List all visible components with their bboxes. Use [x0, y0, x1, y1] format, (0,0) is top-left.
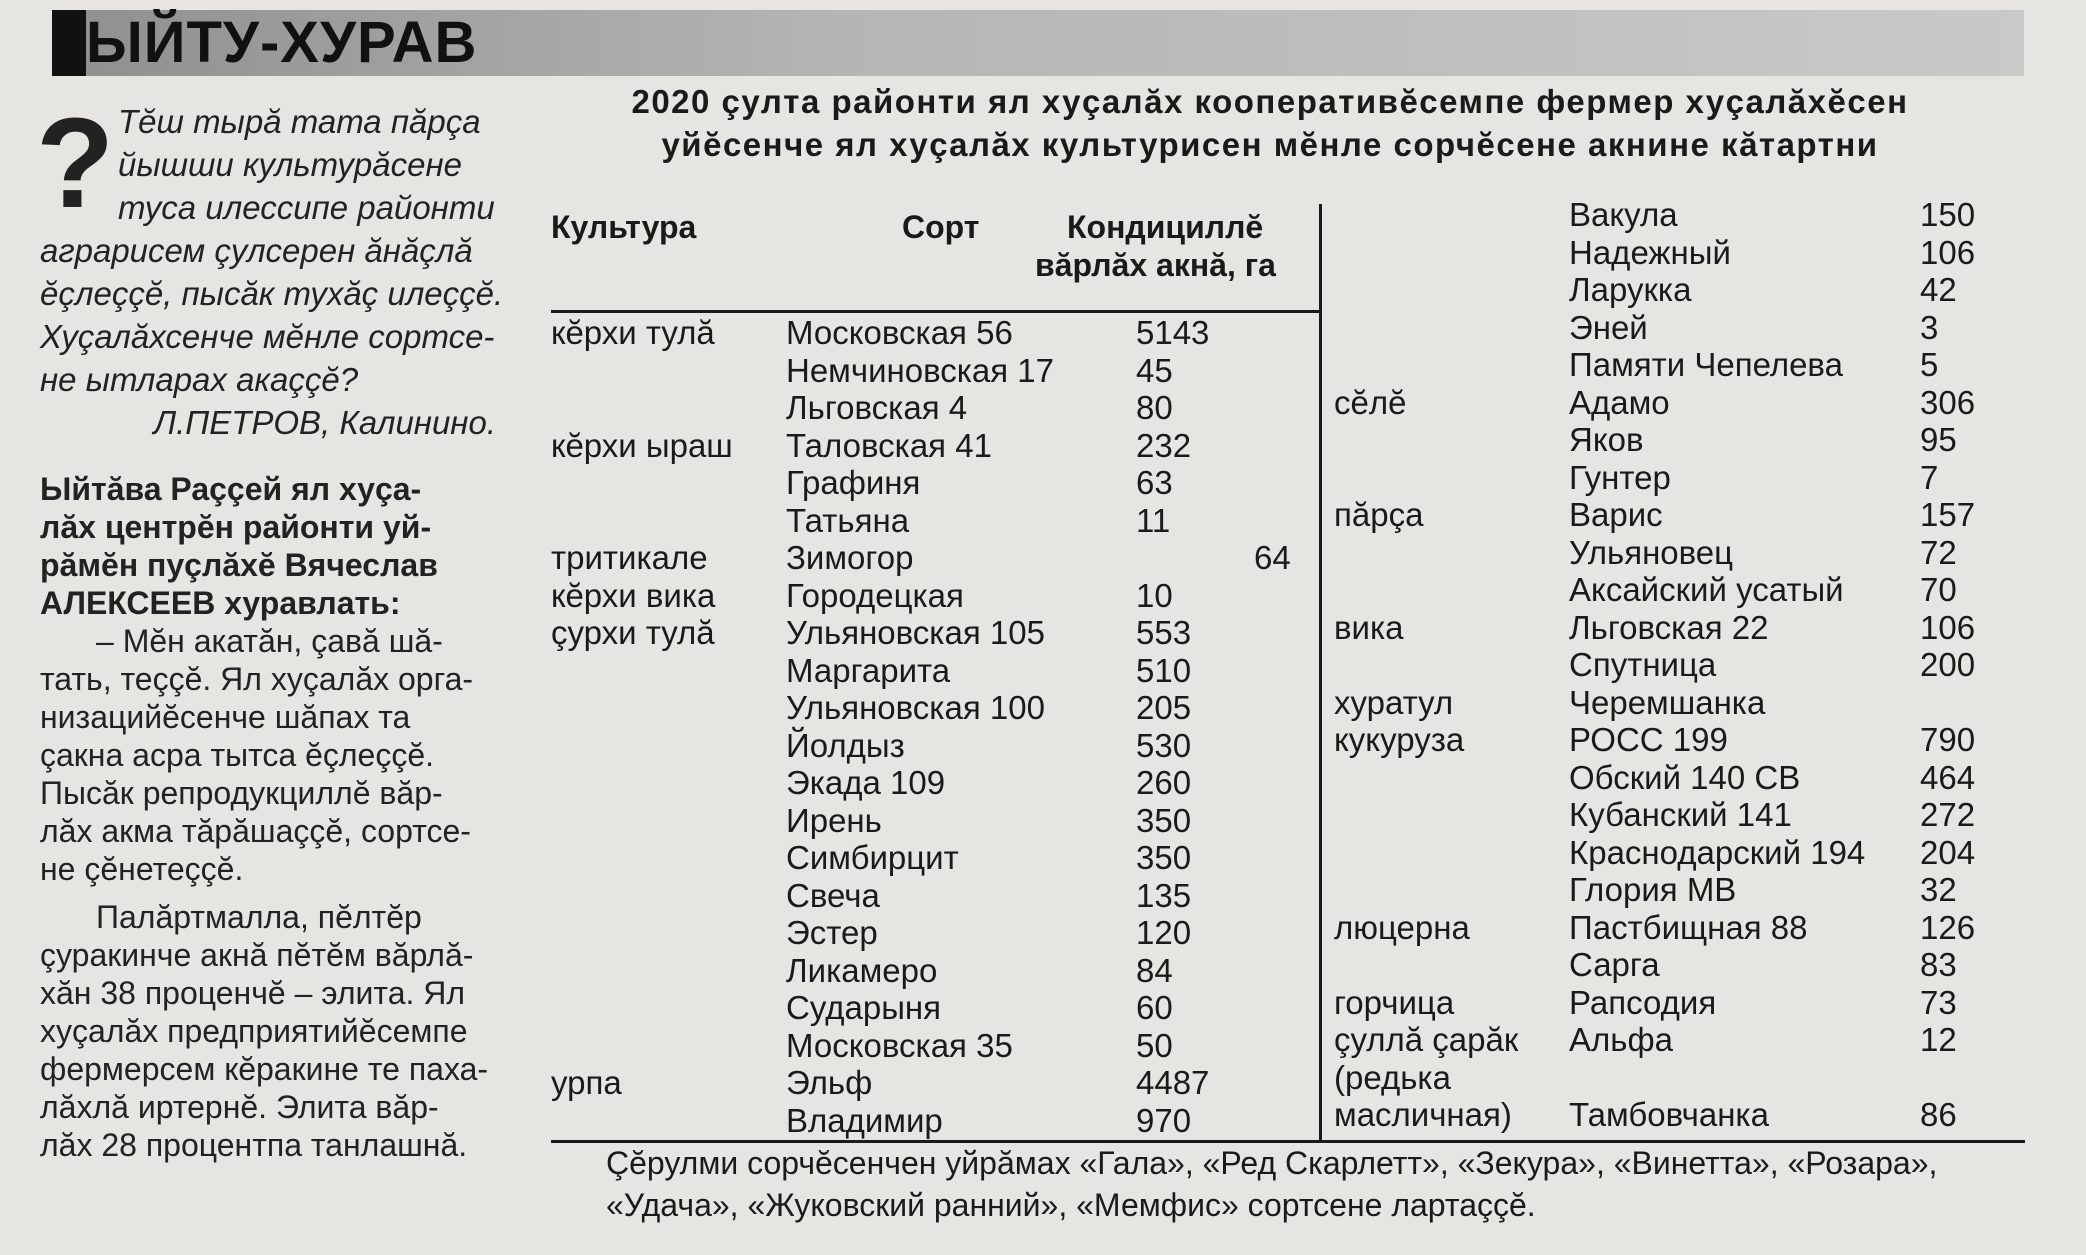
table-title — [545, 80, 1995, 166]
sort-cell: Эльф — [786, 1064, 873, 1101]
sort-cell: Рапсодия — [1569, 983, 1717, 1021]
question-line: не ытларах акаççĕ? — [40, 361, 359, 398]
answer-lead-line: лăх центрĕн районти уй- — [40, 509, 432, 545]
answer-lead-line: рăмĕн пуçлăхĕ Вячеслав — [40, 547, 438, 583]
sort-cell: Варис — [1569, 496, 1663, 533]
sort-cell: Графиня — [786, 464, 921, 501]
sort-cell: Альфа — [1569, 1021, 1673, 1058]
answer-text-line: лăх 28 процентпа танлашнă. — [40, 1127, 468, 1163]
sort-cell: Таловская 41 — [786, 426, 992, 464]
culture-cell: çурхи тулă — [551, 614, 715, 651]
sort-cell: РОСС 199 — [1569, 721, 1728, 758]
culture-cell: кĕрхи тулă — [551, 314, 715, 351]
sort-cell: Пастбищная 88 — [1569, 908, 1808, 946]
area-cell: 50 — [1136, 1026, 1173, 1064]
answer-text-line: – Мĕн акатăн, çавă шă- — [96, 623, 443, 659]
answer-text-line: çуракинче акнă пĕтĕм вăрлă- — [40, 937, 474, 973]
sort-cell: Московская 56 — [786, 314, 1013, 351]
header-mark — [52, 10, 86, 76]
area-cell: 464 — [1920, 758, 1976, 796]
answer-text-line: не çĕнетеççĕ. — [40, 851, 244, 887]
question-line: аграрисем çулсерен ăнăçлă — [40, 232, 473, 269]
sort-cell: Адамо — [1569, 383, 1670, 421]
area-cell: 83 — [1920, 946, 1957, 983]
question-line: Хуçалăхсенче мĕнле сортсе- — [40, 318, 495, 355]
area-cell: 530 — [1136, 726, 1192, 764]
question-block — [40, 100, 504, 444]
column-header-area-1: Кондициллĕ — [1067, 209, 1264, 245]
answer-text-line: лăхлă иртернĕ. Элита вăр- — [40, 1089, 439, 1125]
sort-cell: Льговская 22 — [1569, 608, 1769, 646]
area-cell: 45 — [1136, 351, 1173, 389]
sort-cell: Эней — [1569, 308, 1648, 346]
sort-cell: Льговская 4 — [786, 389, 968, 426]
area-cell: 84 — [1136, 951, 1173, 989]
sort-cell: Кубанский 141 — [1569, 796, 1792, 833]
area-cell: 232 — [1136, 426, 1192, 464]
footnote-line: «Удача», «Жуковский ранний», «Мемфис» сортсене лартаççĕ. — [606, 1187, 1536, 1223]
area-cell: 135 — [1136, 876, 1192, 914]
area-cell: 350 — [1136, 801, 1192, 839]
column-header-area-2: вăрлăх акнă, га — [1035, 247, 1276, 283]
area-cell: 42 — [1920, 271, 1957, 308]
sort-cell: Ульяновская 100 — [786, 689, 1045, 726]
sort-cell: Ульяновская 105 — [786, 614, 1045, 651]
area-cell: 350 — [1136, 839, 1192, 876]
sort-cell: Немчиновская 17 — [786, 351, 1054, 389]
table-footnote — [606, 1142, 2026, 1226]
area-cell: 10 — [1136, 576, 1173, 614]
question-mark: ? — [36, 92, 115, 235]
answer-text-line: хуçалăх предприятийĕсемпе — [40, 1013, 468, 1049]
sort-cell: Тамбовчанка — [1569, 1096, 1769, 1133]
answer-text-line: тать, теççĕ. Ял хуçалăх орга- — [40, 661, 474, 697]
area-cell: 12 — [1920, 1021, 1957, 1058]
area-cell: 86 — [1920, 1096, 1957, 1133]
area-cell: 106 — [1920, 233, 1976, 271]
answer-text-line: Палăртмалла, пĕлтĕр — [96, 899, 422, 935]
sort-cell: Сарга — [1569, 946, 1660, 983]
sort-cell: Йолдыз — [786, 726, 905, 764]
area-cell: 510 — [1136, 651, 1192, 689]
answer-block — [40, 470, 496, 1164]
question-line: ĕçлеççĕ, пысăк тухăç илеççĕ. — [40, 275, 504, 312]
answer-text-line: лăх акма тăрăшаççĕ, сортсе- — [40, 813, 471, 849]
sort-cell: Ульяновец — [1569, 533, 1734, 571]
answer-text-line: çакна асра тытса ĕçлеççĕ. — [40, 737, 435, 773]
column-divider — [1319, 204, 1322, 1140]
sort-cell: Симбирцит — [786, 839, 959, 876]
area-cell: 3 — [1920, 308, 1939, 346]
column-header-sort: Сорт — [902, 209, 980, 245]
answer-lead-line: АЛЕКСЕЕВ хуравлать: — [40, 585, 401, 621]
sort-cell: Татьяна — [786, 501, 910, 539]
sort-cell: Гунтер — [1569, 458, 1671, 496]
sort-cell: Глория МВ — [1569, 871, 1737, 908]
question-line: туса илессипе районти — [118, 189, 495, 226]
table-title-line: уйĕсенче ял хуçалăх культурисен мĕнле сорчĕсене акнине кăтартни — [661, 126, 1879, 163]
area-cell: 5 — [1920, 346, 1939, 383]
culture-cell: масличная) — [1334, 1096, 1512, 1133]
area-cell: 204 — [1920, 833, 1976, 871]
sort-cell: Вакула — [1569, 196, 1678, 233]
area-cell: 306 — [1920, 383, 1976, 421]
area-cell: 272 — [1920, 796, 1976, 833]
sort-cell: Ликамеро — [786, 951, 938, 989]
sort-cell: Обский 140 СВ — [1569, 758, 1801, 796]
area-cell: 63 — [1136, 464, 1173, 501]
area-cell: 7 — [1920, 458, 1939, 496]
culture-cell: вика — [1334, 608, 1404, 646]
area-cell: 5143 — [1136, 314, 1210, 351]
culture-cell: хуратул — [1334, 683, 1454, 721]
answer-text-line: фермерсем кĕракине те паха- — [40, 1051, 489, 1087]
sort-cell: Аксайский усатый — [1569, 571, 1844, 608]
area-cell: 60 — [1136, 989, 1173, 1026]
sort-cell: Зимогор — [786, 539, 914, 576]
header-rule — [551, 310, 1321, 313]
culture-cell: тритикале — [551, 539, 708, 576]
area-cell: 80 — [1136, 389, 1173, 426]
culture-cell: урпа — [551, 1064, 622, 1101]
area-cell: 970 — [1136, 1101, 1192, 1139]
area-cell: 106 — [1920, 608, 1976, 646]
area-cell: 4487 — [1136, 1064, 1210, 1101]
culture-cell: люцерна — [1334, 908, 1470, 946]
table-title-line: 2020 çулта районти ял хуçалăх кооперативĕсемпе фермер хуçалăхĕсен — [631, 83, 1909, 120]
area-cell: 205 — [1136, 689, 1192, 726]
sort-cell: Эстер — [786, 914, 878, 951]
area-cell: 73 — [1920, 983, 1957, 1021]
area-cell: 70 — [1920, 571, 1957, 608]
sort-cell: Свеча — [786, 876, 880, 914]
sort-cell: Спутница — [1569, 646, 1717, 683]
answer-text-line: хăн 38 проценчĕ – элита. Ял — [40, 975, 466, 1011]
sort-cell: Памяти Чепелева — [1569, 346, 1843, 383]
sort-cell: Городецкая — [786, 576, 964, 614]
question-line: йышши культурăсене — [118, 146, 462, 183]
sort-cell: Яков — [1569, 421, 1644, 458]
sort-cell: Надежный — [1569, 233, 1731, 271]
answer-text-line: низацийĕсенче шăпах та — [40, 699, 411, 735]
culture-cell: горчица — [1334, 983, 1455, 1021]
question-author: Л.ПЕТРОВ, Калинино. — [153, 404, 496, 441]
sort-cell: Сударыня — [786, 989, 942, 1026]
footnote-line: Çĕрулми сорчĕсенчен уйрăмах «Гала», «Ред Скарлетт», «Зекура», «Винетта», «Розара», — [606, 1145, 1938, 1181]
question-line: Тĕш тырă тата пăрça — [118, 103, 481, 140]
culture-cell: (редька — [1334, 1058, 1451, 1096]
sort-cell: Маргарита — [786, 651, 951, 689]
area-cell: 200 — [1920, 646, 1976, 683]
culture-cell: сĕлĕ — [1334, 383, 1407, 421]
sort-cell: Черемшанка — [1569, 683, 1766, 721]
sort-cell: Краснодарский 194 — [1569, 833, 1866, 871]
column-header-culture: Культура — [551, 209, 697, 245]
area-cell: 790 — [1920, 721, 1976, 758]
culture-cell: кĕрхи вика — [551, 576, 716, 614]
area-cell: 157 — [1920, 496, 1976, 533]
culture-cell: çуллă çарăк — [1334, 1021, 1519, 1058]
area-cell: 95 — [1920, 421, 1957, 458]
culture-cell: кĕрхи ыраш — [551, 426, 733, 464]
culture-cell: пăрçа — [1334, 496, 1424, 533]
area-cell: 150 — [1920, 196, 1976, 233]
area-cell: 260 — [1136, 764, 1192, 801]
area-cell: 32 — [1920, 871, 1957, 908]
area-cell: 11 — [1136, 501, 1171, 539]
sort-cell: Экада 109 — [786, 764, 946, 801]
culture-cell: кукуруза — [1334, 721, 1465, 758]
answer-text-line: Пысăк репродукциллĕ вăр- — [40, 775, 443, 811]
sort-cell: Ларукка — [1569, 271, 1692, 308]
area-cell: 553 — [1136, 614, 1192, 651]
area-cell: 72 — [1920, 533, 1957, 571]
sort-cell: Московская 35 — [786, 1026, 1013, 1064]
area-cell: 64 — [1254, 539, 1291, 576]
sort-cell: Владимир — [786, 1101, 943, 1139]
area-cell: 120 — [1136, 914, 1192, 951]
answer-lead-line: Ыйтăва Раççей ял хуçа- — [40, 471, 422, 507]
area-cell: 126 — [1920, 908, 1976, 946]
page-title: ЫЙТУ-ХУРАВ — [86, 10, 478, 75]
sort-cell: Ирень — [786, 801, 882, 839]
